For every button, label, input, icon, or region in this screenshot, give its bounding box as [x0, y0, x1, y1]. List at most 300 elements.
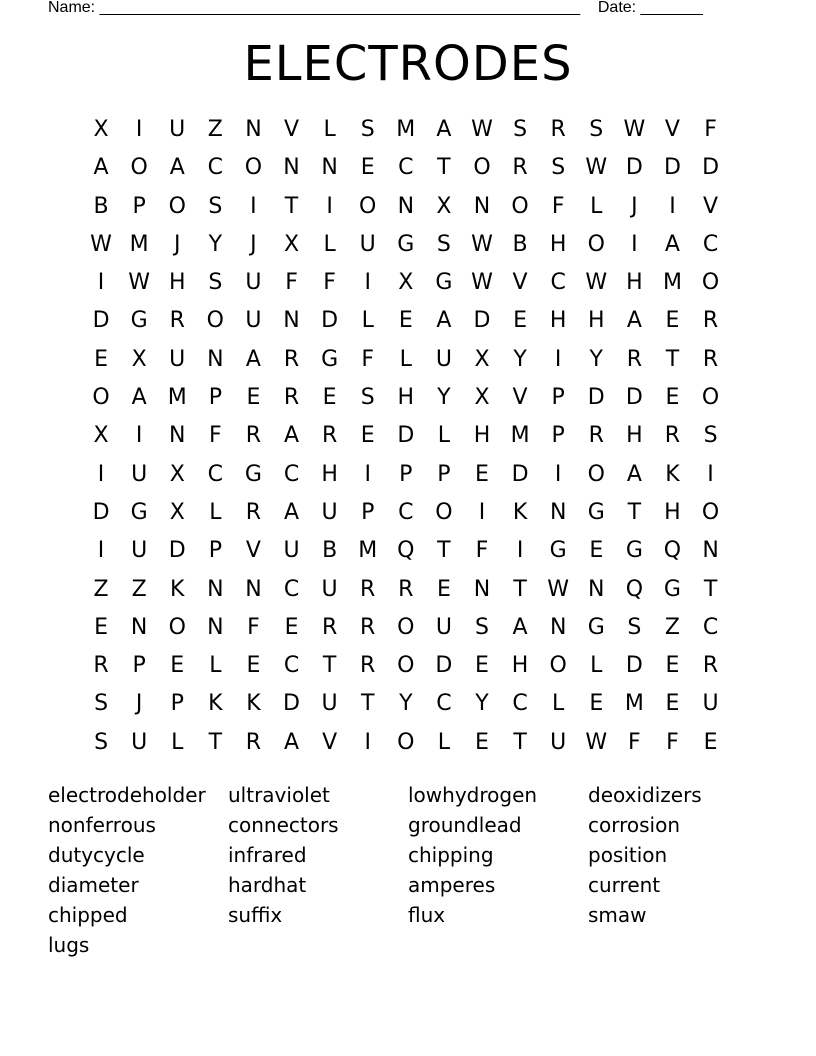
grid-letter: O	[130, 155, 148, 181]
grid-letter: Y	[589, 346, 603, 372]
grid-letter: N	[588, 576, 605, 602]
grid-letter: C	[207, 461, 224, 487]
grid-letter: O	[206, 308, 224, 334]
grid-letter: F	[475, 538, 489, 564]
grid-letter: V	[245, 538, 261, 564]
grid-letter: M	[662, 270, 682, 296]
grid-letter: L	[171, 729, 184, 755]
grid-letter: T	[208, 729, 223, 755]
grid-letter: A	[436, 117, 452, 142]
grid-letter: W	[471, 231, 493, 257]
grid-letter: D	[168, 538, 186, 564]
grid-letter: R	[702, 308, 719, 334]
grid-letter: E	[665, 691, 680, 717]
grid-letter: H	[549, 231, 567, 257]
grid-letter: O	[397, 653, 415, 679]
grid-letter: N	[397, 193, 415, 219]
grid-letter: I	[516, 538, 524, 564]
grid-letter: F	[551, 193, 565, 219]
grid-letter: W	[585, 270, 608, 296]
grid-letter: T	[437, 155, 451, 181]
grid-letter: R	[245, 729, 262, 755]
grid-letter: O	[397, 729, 415, 755]
grid-letter: O	[168, 193, 186, 219]
grid-letter: N	[245, 117, 262, 142]
grid-letter: I	[554, 461, 562, 487]
grid-letter: E	[589, 691, 604, 717]
word-list	[48, 780, 768, 960]
grid-letter: W	[471, 117, 493, 142]
grid-letter: A	[664, 231, 680, 257]
grid-row	[82, 379, 730, 417]
grid-letter: U	[321, 499, 338, 525]
grid-letter: E	[170, 653, 185, 679]
grid-letter: R	[245, 499, 262, 525]
grid-letter: Q	[663, 538, 682, 564]
grid-letter: J	[135, 691, 143, 717]
grid-letter: T	[322, 653, 337, 679]
word-list-item: nonferrous	[48, 813, 156, 837]
grid-letter: D	[397, 423, 415, 449]
word-list-item: dutycycle	[48, 843, 145, 867]
grid-letter: I	[97, 461, 105, 487]
grid-letter: R	[626, 346, 642, 372]
word-list-item: infrared	[228, 843, 307, 867]
grid-letter: E	[94, 614, 108, 640]
grid-letter: E	[589, 538, 604, 564]
grid-letter: D	[283, 691, 300, 717]
name-date-line: Name: ______________________________________________________ Date: _______	[48, 0, 703, 16]
grid-letter: H	[549, 308, 567, 334]
grid-letter: G	[663, 576, 681, 602]
word-list-item: current	[588, 873, 661, 897]
grid-letter: I	[631, 231, 638, 257]
grid-letter: S	[551, 155, 566, 181]
grid-letter: U	[131, 538, 148, 564]
grid-row	[82, 456, 730, 494]
grid-letter: F	[209, 423, 222, 449]
grid-letter: T	[513, 729, 527, 755]
grid-letter: A	[93, 155, 109, 181]
grid-letter: S	[360, 117, 375, 142]
word-list-item: lugs	[48, 933, 90, 957]
grid-letter: A	[245, 346, 261, 372]
grid-letter: P	[132, 193, 146, 219]
grid-letter: D	[511, 461, 529, 487]
grid-letter: E	[475, 461, 489, 487]
grid-letter: E	[475, 653, 489, 679]
word-list-item: chipping	[408, 843, 494, 867]
grid-letter: V	[283, 117, 300, 142]
grid-letter: X	[93, 423, 109, 449]
grid-letter: U	[283, 538, 300, 564]
grid-letter: L	[399, 346, 412, 372]
grid-letter: I	[326, 193, 333, 219]
grid-letter: P	[208, 385, 222, 411]
grid-row	[82, 685, 730, 723]
grid-row	[82, 111, 730, 149]
grid-letter: E	[665, 308, 680, 334]
grid-letter: P	[437, 461, 451, 487]
grid-letter: H	[511, 653, 529, 679]
grid-letter: F	[247, 614, 260, 640]
grid-letter: D	[663, 155, 681, 181]
grid-letter: G	[625, 538, 643, 564]
grid-letter: F	[361, 346, 375, 372]
grid-letter: N	[321, 155, 338, 181]
grid-letter: C	[398, 499, 414, 525]
grid-letter: L	[209, 653, 222, 679]
grid-letter: K	[246, 691, 261, 717]
grid-letter: T	[513, 576, 527, 602]
grid-letter: F	[285, 270, 298, 296]
word-list-item: flux	[408, 903, 446, 927]
grid-letter: N	[549, 614, 567, 640]
grid-letter: H	[626, 423, 643, 449]
grid-letter: J	[631, 193, 638, 219]
grid-row	[82, 417, 730, 455]
page-title: ELECTRODES	[243, 36, 573, 92]
grid-letter: M	[510, 423, 530, 449]
grid-letter: U	[435, 614, 452, 640]
grid-letter: C	[283, 653, 300, 679]
grid-letter: B	[512, 231, 528, 257]
grid-letter: R	[360, 576, 376, 602]
grid-letter: N	[169, 423, 186, 449]
grid-letter: W	[623, 117, 646, 142]
grid-letter: J	[250, 231, 257, 257]
grid-letter: D	[435, 653, 453, 679]
grid-letter: V	[664, 117, 680, 142]
word-list-item: electrodeholder	[48, 783, 206, 807]
grid-letter: O	[701, 270, 720, 296]
grid-letter: I	[669, 193, 676, 219]
grid-letter: Z	[664, 614, 680, 640]
grid-letter: E	[703, 729, 718, 755]
grid-letter: M	[358, 538, 378, 564]
grid-letter: J	[173, 231, 181, 257]
grid-letter: U	[131, 729, 148, 755]
grid-letter: H	[664, 499, 681, 525]
grid-letter: S	[436, 231, 451, 257]
grid-letter: O	[473, 155, 491, 181]
grid-letter: H	[168, 270, 186, 296]
grid-letter: V	[703, 193, 719, 219]
grid-letter: R	[398, 576, 414, 602]
grid-letter: O	[359, 193, 377, 219]
grid-letter: T	[627, 499, 642, 525]
grid-letter: I	[364, 461, 371, 487]
grid-letter: V	[512, 270, 528, 296]
grid-letter: P	[551, 385, 565, 411]
grid-letter: A	[283, 499, 300, 525]
grid-letter: X	[283, 231, 300, 257]
grid-letter: H	[473, 423, 491, 449]
grid-letter: Y	[475, 691, 489, 717]
grid-letter: A	[283, 729, 300, 755]
grid-letter: T	[360, 691, 375, 717]
grid-letter: A	[169, 155, 185, 181]
letter-grid	[82, 111, 730, 762]
grid-letter: E	[513, 308, 528, 334]
grid-letter: K	[170, 576, 185, 602]
grid-letter: W	[90, 231, 112, 257]
grid-letter: S	[627, 614, 642, 640]
grid-letter: V	[512, 385, 528, 411]
grid-letter: U	[169, 346, 186, 372]
grid-letter: G	[130, 499, 148, 525]
grid-letter: E	[284, 614, 299, 640]
grid-row	[82, 724, 730, 762]
grid-letter: Y	[399, 691, 413, 717]
grid-letter: G	[435, 270, 453, 296]
grid-row	[82, 609, 730, 647]
grid-letter: C	[702, 231, 719, 257]
grid-letter: U	[245, 270, 262, 296]
grid-letter: Z	[131, 576, 147, 602]
grid-letter: G	[587, 499, 605, 525]
grid-letter: T	[665, 346, 680, 372]
grid-letter: L	[552, 691, 565, 717]
grid-letter: T	[284, 193, 299, 219]
grid-letter: M	[396, 117, 416, 142]
grid-letter: R	[664, 423, 681, 449]
grid-letter: U	[169, 117, 186, 142]
grid-letter: F	[628, 729, 641, 755]
grid-letter: E	[322, 385, 337, 411]
grid-letter: R	[702, 346, 719, 372]
word-list-item: connectors	[228, 813, 339, 837]
grid-letter: S	[589, 117, 604, 142]
grid-letter: C	[550, 270, 566, 296]
grid-letter: S	[94, 691, 109, 717]
grid-letter: U	[435, 346, 452, 372]
grid-letter: N	[473, 193, 491, 219]
grid-letter: O	[92, 385, 110, 411]
grid-letter: G	[244, 461, 262, 487]
grid-letter: Z	[93, 576, 109, 602]
grid-letter: I	[97, 538, 105, 564]
grid-letter: O	[168, 614, 186, 640]
grid-letter: E	[665, 653, 680, 679]
word-list-item: diameter	[48, 873, 139, 897]
grid-letter: R	[169, 308, 185, 334]
grid-letter: F	[704, 117, 717, 142]
grid-letter: S	[94, 729, 109, 755]
grid-letter: U	[359, 231, 376, 257]
grid-letter: U	[321, 576, 338, 602]
grid-letter: A	[512, 614, 528, 640]
grid-letter: G	[549, 538, 567, 564]
grid-letter: N	[549, 499, 567, 525]
grid-letter: A	[283, 423, 300, 449]
grid-letter: R	[702, 653, 719, 679]
grid-letter: U	[245, 308, 262, 334]
grid-letter: N	[207, 346, 224, 372]
grid-letter: B	[322, 538, 338, 564]
grid-letter: O	[511, 193, 529, 219]
grid-letter: Q	[397, 538, 415, 564]
grid-letter: O	[587, 461, 605, 487]
grid-letter: D	[473, 308, 491, 334]
grid-letter: I	[97, 270, 105, 296]
grid-letter: W	[471, 270, 493, 296]
grid-letter: R	[321, 614, 338, 640]
grid-letter: O	[435, 499, 453, 525]
grid-letter: C	[512, 691, 528, 717]
grid-row	[82, 494, 730, 532]
grid-letter: C	[702, 614, 719, 640]
grid-letter: E	[246, 385, 261, 411]
grid-letter: O	[244, 155, 263, 181]
grid-row	[82, 226, 730, 264]
grid-letter: H	[397, 385, 415, 411]
grid-letter: P	[132, 653, 146, 679]
grid-letter: K	[665, 461, 680, 487]
grid-letter: E	[360, 155, 375, 181]
grid-letter: L	[590, 653, 603, 679]
grid-letter: B	[93, 193, 109, 219]
grid-letter: N	[130, 614, 148, 640]
grid-letter: I	[364, 729, 371, 755]
grid-letter: A	[436, 308, 452, 334]
grid-letter: E	[360, 423, 375, 449]
grid-letter: C	[283, 461, 300, 487]
grid-letter: O	[701, 499, 720, 525]
word-list-item: deoxidizers	[588, 783, 702, 807]
grid-letter: H	[321, 461, 338, 487]
grid-letter: W	[585, 729, 608, 755]
grid-letter: S	[703, 423, 718, 449]
word-list-item: amperes	[408, 873, 496, 897]
grid-letter: T	[703, 576, 718, 602]
grid-letter: M	[624, 691, 644, 717]
grid-letter: G	[397, 231, 415, 257]
grid-letter: X	[169, 461, 185, 487]
grid-letter: N	[207, 614, 224, 640]
grid-letter: D	[92, 499, 110, 525]
grid-letter: P	[399, 461, 413, 487]
grid-letter: K	[512, 499, 528, 525]
grid-letter: P	[361, 499, 375, 525]
grid-row	[82, 188, 730, 226]
word-list-item: chipped	[48, 903, 128, 927]
grid-letter: D	[702, 155, 720, 181]
grid-letter: E	[436, 576, 451, 602]
grid-letter: L	[361, 308, 374, 334]
grid-letter: E	[398, 308, 413, 334]
grid-letter: S	[513, 117, 528, 142]
grid-letter: R	[588, 423, 604, 449]
grid-letter: L	[437, 729, 451, 755]
word-list-item: position	[588, 843, 668, 867]
grid-row	[82, 149, 730, 187]
grid-letter: C	[398, 155, 414, 181]
grid-letter: N	[283, 308, 300, 334]
word-list-item: groundlead	[408, 813, 522, 837]
grid-letter: R	[550, 117, 566, 142]
grid-row	[82, 302, 730, 340]
grid-letter: N	[473, 576, 491, 602]
grid-letter: G	[587, 614, 605, 640]
grid-letter: R	[360, 614, 376, 640]
word-list-item: corrosion	[588, 813, 681, 837]
grid-letter: O	[587, 231, 605, 257]
grid-letter: V	[322, 729, 338, 755]
grid-letter: I	[135, 117, 143, 142]
grid-letter: F	[323, 270, 336, 296]
grid-row	[82, 647, 730, 685]
grid-letter: I	[250, 193, 257, 219]
word-list-item: smaw	[588, 903, 647, 927]
grid-letter: P	[551, 423, 565, 449]
grid-letter: R	[321, 423, 338, 449]
grid-letter: R	[283, 385, 300, 411]
grid-letter: K	[208, 691, 223, 717]
grid-row	[82, 264, 730, 302]
grid-letter: E	[665, 385, 680, 411]
grid-letter: R	[512, 155, 528, 181]
grid-letter: C	[283, 576, 300, 602]
grid-letter: X	[131, 346, 147, 372]
grid-letter: O	[397, 614, 415, 640]
grid-letter: N	[245, 576, 262, 602]
grid-letter: R	[283, 346, 300, 372]
grid-letter: D	[625, 385, 643, 411]
grid-letter: Y	[208, 231, 223, 257]
word-list-item: suffix	[228, 903, 283, 927]
grid-letter: I	[478, 499, 486, 525]
grid-letter: Z	[207, 117, 223, 142]
grid-letter: E	[475, 729, 489, 755]
grid-letter: L	[590, 193, 603, 219]
grid-letter: A	[626, 308, 642, 334]
grid-letter: I	[554, 346, 562, 372]
grid-letter: N	[207, 576, 224, 602]
grid-letter: T	[437, 538, 451, 564]
grid-letter: X	[93, 117, 109, 142]
grid-letter: U	[702, 691, 719, 717]
grid-row	[82, 571, 730, 609]
grid-letter: I	[135, 423, 143, 449]
grid-letter: R	[360, 653, 376, 679]
grid-letter: S	[208, 270, 223, 296]
grid-letter: U	[131, 461, 148, 487]
grid-letter: I	[707, 461, 714, 487]
grid-letter: D	[92, 308, 110, 334]
grid-letter: O	[549, 653, 567, 679]
grid-letter: D	[625, 653, 643, 679]
grid-letter: W	[547, 576, 570, 602]
grid-letter: S	[360, 385, 375, 411]
word-list-item: lowhydrogen	[408, 783, 538, 807]
grid-letter: X	[398, 270, 414, 296]
grid-letter: E	[94, 346, 108, 372]
grid-letter: A	[131, 385, 147, 411]
grid-letter: S	[475, 614, 489, 640]
grid-letter: X	[169, 499, 185, 525]
grid-letter: H	[626, 270, 643, 296]
grid-letter: X	[474, 385, 490, 411]
grid-letter: O	[701, 385, 720, 411]
grid-letter: Q	[625, 576, 644, 602]
grid-letter: L	[209, 499, 222, 525]
grid-row	[82, 341, 730, 379]
grid-letter: H	[587, 308, 605, 334]
grid-letter: G	[130, 308, 148, 334]
grid-letter: M	[167, 385, 187, 411]
grid-letter: L	[323, 117, 336, 142]
